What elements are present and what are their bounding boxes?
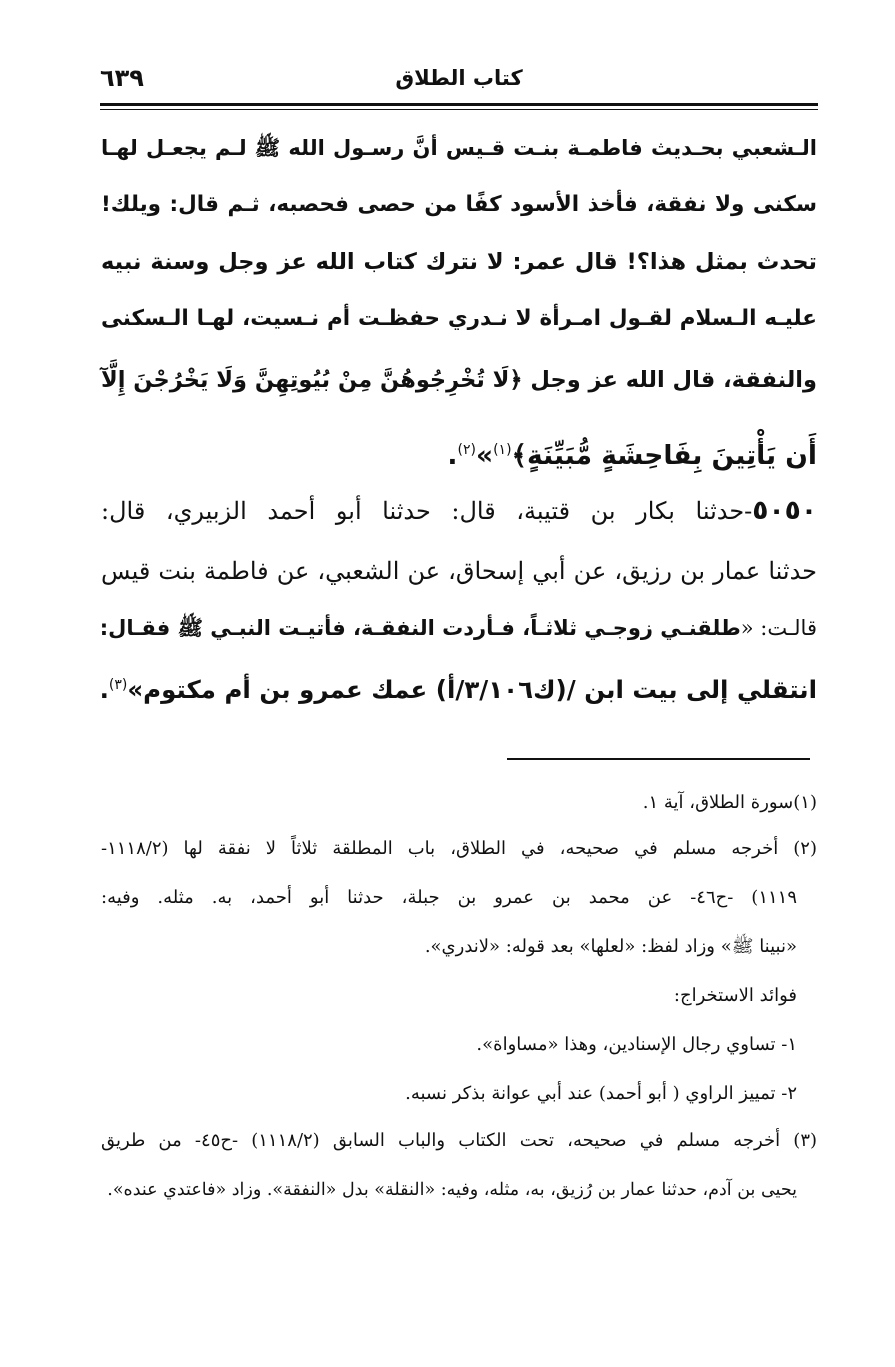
hadith-matn-2: انتقلي إلى بيت ابن /(ك٣/١٠٦/أ) عمك عمرو بن أم مكتوم» [127,675,817,705]
footnote-2-benefit-1: ١- تساوي رجال الإسنادين، وهذا «مساواة». [476,1034,797,1055]
footnote-ref-3: (٣) [108,677,128,693]
footnote-2-line-1: (٢) أخرجه مسلم في صحيحه، في الطلاق، باب المطلقة ثلاثاً لا نفقة لها (١١١٨/٢- [101,838,817,859]
hadith-isnad-start: -حدثنا بكار بن قتيبة، قال: حدثنا أبو أحمد الزبيري، قال: [101,497,753,525]
main-line-6 [101,430,817,476]
hadith-qalat: قالـت: « [740,616,817,640]
main-line-4: عليـه الـسلام لقـول امـرأة لا نـدري حفظـت أم نـسيت، لهـا الـسكنى [101,306,817,331]
footnote-2-line-2: ١١١٩) -ح٤٦- عن محمد بن عمرو بن جبلة، حدثنا أبو أحمد، به. مثله. وفيه: [101,887,797,908]
hadith-matn-1: طلقنـي زوجـي ثلاثـاً، فـأردت النفقـة، فأتيـت النبـي ﷺ فقـال: [99,616,741,640]
quran-verse-end: أَن يَأْتِينَ بِفَاحِشَةٍ مُّبَيِّنَةٍ﴾ [511,439,817,471]
running-title: كتاب الطلاق [395,66,523,90]
header-rule-thin [100,109,818,110]
main-line-3: تحدث بمثل هذا؟! قال عمر: لا نترك كتاب الله عز وجل وسنة نبيه [101,249,817,275]
footnote-ref-2: (٢) [457,442,476,458]
period: . [447,439,458,471]
page-number: ٦٣٩ [100,64,144,92]
main-line-9 [101,608,817,648]
page-header [100,62,818,102]
footnote-2-benefit-2: ٢- تمييز الراوي ( أبو أحمد) عند أبي عوانة بذكر نسبه. [405,1083,797,1104]
closing-quote: » [475,439,494,471]
main-line-1: الـشعبي بحـديث فاطمـة بنـت قـيس أنَّ رسـول الله ﷺ لـم يجعـل لهـا [101,136,817,160]
main-line-2: سكنى ولا نفقة، فأخذ الأسود كفًا من حصى فحصبه، ثـم قال: ويلك! [101,192,817,217]
footnote-2-line-3: «نبينا ﷺ» وزاد لفظ: «لعلها» بعد قوله: «لاندري». [424,936,797,957]
main-line-10 [101,665,817,710]
footnote-3-line-1: (٣) أخرجه مسلم في صحيحه، تحت الكتاب والباب السابق (١١١٨/٢) -ح٤٥- من طريق [101,1130,818,1151]
main-line-5: والنفقة، قال الله عز وجل ﴿لَا تُخْرِجُوهُنَّ مِنْ بُيُوتِهِنَّ وَلَا يَخْرُجْنَ إِلَّآ [101,367,817,393]
footnote-1: (١)سورة الطلاق، آية ١. [642,792,817,813]
main-line-8: حدثنا عمار بن رزيق، عن أبي إسحاق، عن الشعبي، عن فاطمة بنت قيس [101,557,817,585]
hadith-number: ٥٠٥٠ [752,495,817,526]
footnote-ref-1: (١) [493,442,512,458]
footnote-separator [507,758,810,760]
main-line-7 [101,491,817,531]
header-rule-thick [100,103,818,106]
footnote-2-benefits-heading: فوائد الاستخراج: [673,985,797,1006]
footnote-3-line-2: يحيى بن آدم، حدثنا عمار بن رُزيق، به، مثله، وفيه: «النقلة» بدل «النفقة». وزاد «فاعتدي عنده». [107,1180,797,1200]
period-2: . [99,675,109,705]
